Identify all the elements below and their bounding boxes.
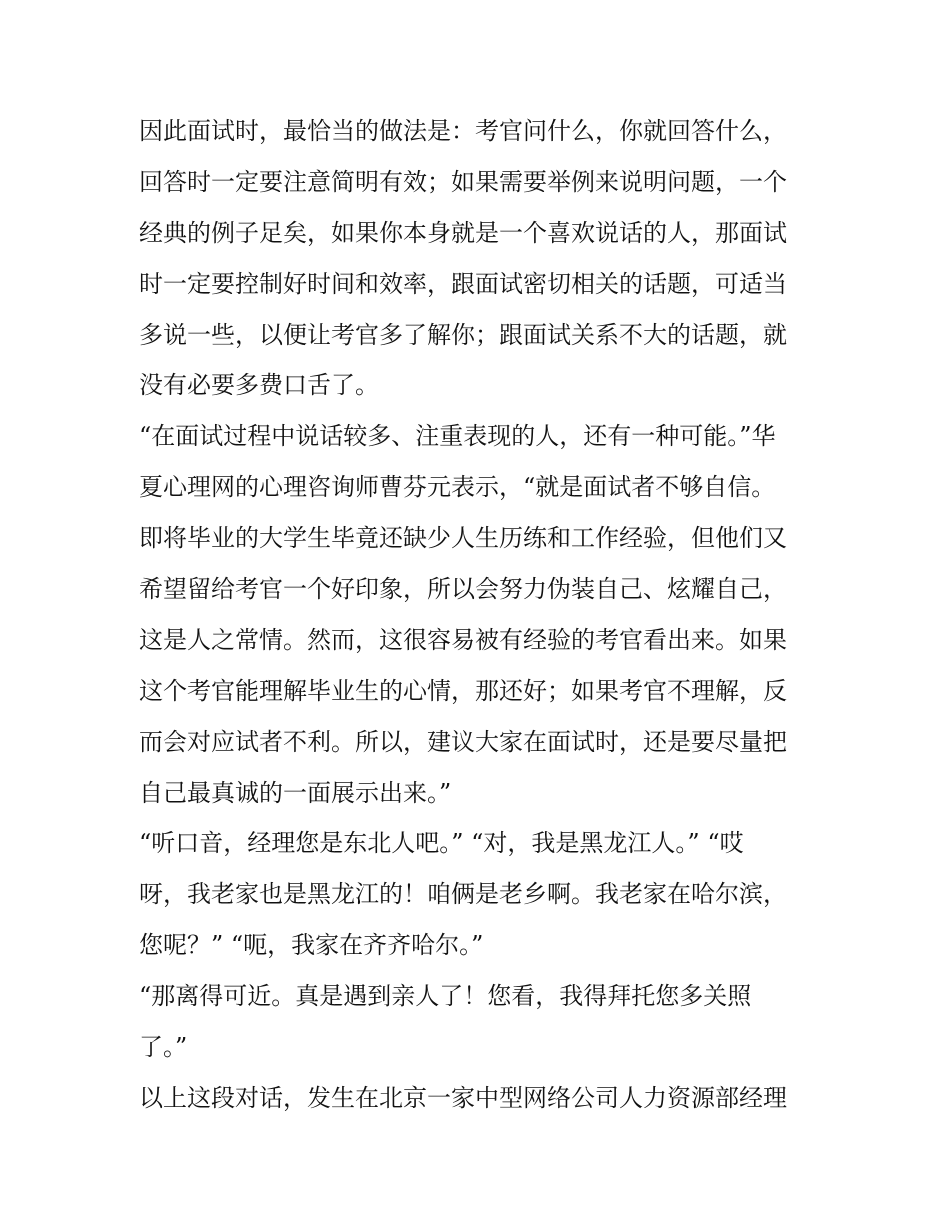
text-line: 这个考官能理解毕业生的心情，那还好；如果考官不理解，反 — [139, 676, 787, 705]
text-line: 自己最真诚的一面展示出来。” — [139, 778, 452, 807]
text-line: 时一定要控制好时间和效率，跟面试密切相关的话题，可适当 — [139, 269, 787, 298]
text-line: 而会对应试者不利。所以，建议大家在面试时，还是要尽量把 — [139, 727, 787, 756]
body-text — [139, 106, 819, 1124]
text-line: 即将毕业的大学生毕竟还缺少人生历练和工作经验，但他们又 — [139, 524, 787, 553]
text-line: 夏心理网的心理咨询师曹芬元表示，“就是面试者不够自信。 — [139, 473, 776, 502]
text-line: 了。” — [139, 1033, 188, 1062]
text-line: “那离得可近。真是遇到亲人了！您看，我得拜托您多关照 — [139, 982, 752, 1011]
text-line: 经典的例子足矣，如果你本身就是一个喜欢说话的人，那面试 — [139, 218, 787, 247]
text-line: 多说一些，以便让考官多了解你；跟面试关系不大的话题，就 — [139, 320, 787, 349]
text-line: 因此面试时，最恰当的做法是：考官问什么，你就回答什么， — [139, 117, 787, 145]
text-line: 呀，我老家也是黑龙江的！咱俩是老乡啊。我老家在哈尔滨， — [139, 880, 787, 909]
text-line: 这是人之常情。然而，这很容易被有经验的考官看出来。如果 — [139, 625, 787, 654]
text-line: 回答时一定要注意简明有效；如果需要举例来说明问题，一个 — [139, 167, 787, 196]
text-line: “在面试过程中说话较多、注重表现的人，还有一种可能。”华 — [139, 422, 776, 451]
text-line: “听口音，经理您是东北人吧。” “对，我是黑龙江人。” “哎 — [139, 829, 744, 858]
text-line: 以上这段对话，发生在北京一家中型网络公司人力资源部经理 — [139, 1083, 787, 1112]
text-line: 希望留给考官一个好印象，所以会努力伪装自己、炫耀自己， — [139, 575, 787, 604]
text-line: 您呢？” “呃，我家在齐齐哈尔。” — [139, 931, 484, 960]
text-line: 没有必要多费口舌了。 — [139, 371, 379, 400]
